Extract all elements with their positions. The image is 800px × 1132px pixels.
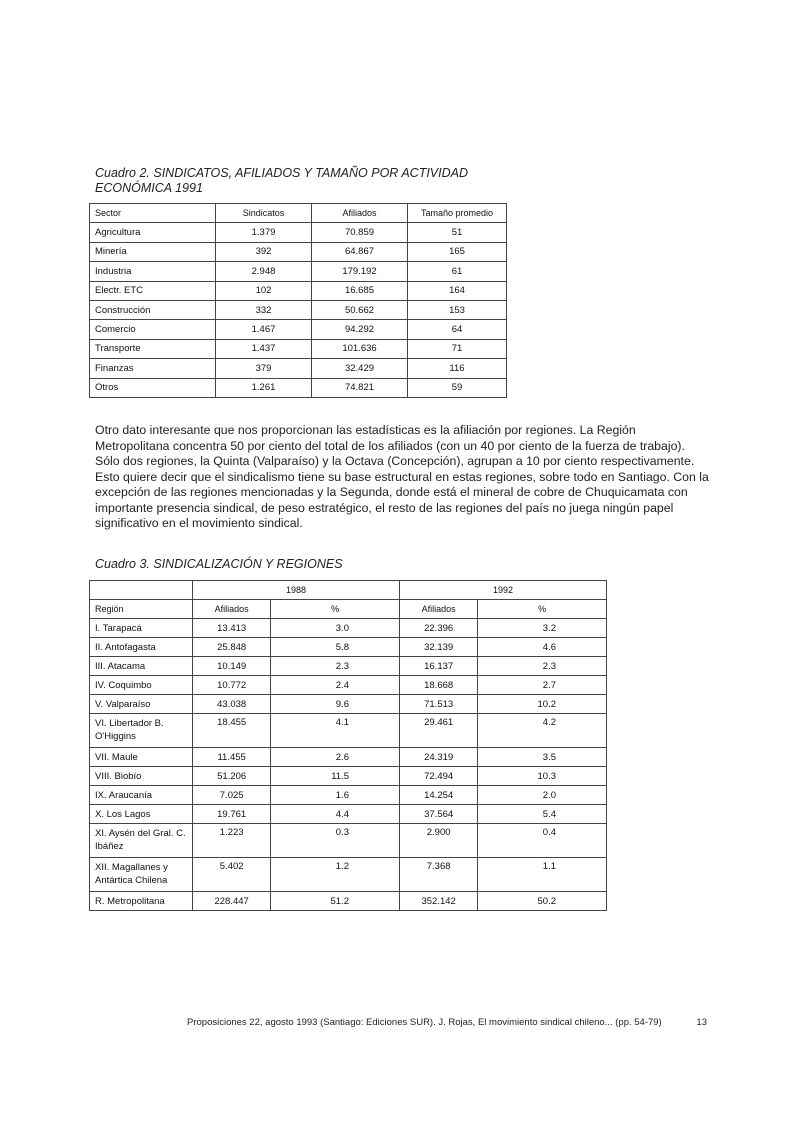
table-row (90, 657, 607, 676)
table-cell: 1.6 (271, 786, 400, 805)
table-row (90, 824, 607, 858)
table-cell: V. Valparaíso (90, 695, 193, 714)
table-cell: 29.461 (399, 714, 477, 748)
table-cell: XI. Aysén del Gral. C. Ibáñez (90, 824, 193, 858)
table-cell: 1.467 (216, 320, 312, 339)
table-row (90, 786, 607, 805)
table-cell: 4.6 (478, 638, 607, 657)
table-cell: 165 (408, 242, 507, 261)
table-cell: 32.139 (399, 638, 477, 657)
table-cell: 352.142 (399, 892, 477, 911)
table-cell: Finanzas (90, 359, 216, 378)
table-cell: 18.455 (193, 714, 271, 748)
year-header-row (90, 581, 607, 600)
sector-table (89, 203, 507, 398)
table-cell: 5.402 (193, 858, 271, 892)
table-cell: 392 (216, 242, 312, 261)
column-header: Afiliados (399, 600, 477, 619)
table-cell: I. Tarapacá (90, 619, 193, 638)
table-cell: Industria (90, 262, 216, 281)
table-cell: 9.6 (271, 695, 400, 714)
table-cell: Agricultura (90, 223, 216, 242)
table-cell: 1.223 (193, 824, 271, 858)
table-cell: 7.368 (399, 858, 477, 892)
table-cell: 1.2 (271, 858, 400, 892)
table-cell: Electr. ETC (90, 281, 216, 300)
table-cell: XII. Magallanes y Antártica Chilena (90, 858, 193, 892)
table-cell: 228.447 (193, 892, 271, 911)
table-cell: 24.319 (399, 748, 477, 767)
column-header: Sindicatos (216, 204, 312, 223)
table-cell: 2.0 (478, 786, 607, 805)
table-row (90, 638, 607, 657)
table-row (90, 858, 607, 892)
table-row (90, 805, 607, 824)
table-cell: 2.6 (271, 748, 400, 767)
table-cell: Otros (90, 378, 216, 397)
table-cell: 64 (408, 320, 507, 339)
table-cell: 11.455 (193, 748, 271, 767)
table-cell: 25.848 (193, 638, 271, 657)
table-cell: 11.5 (271, 767, 400, 786)
table-cell: 0.4 (478, 824, 607, 858)
table-cell: 2.3 (271, 657, 400, 676)
table-cell: IX. Araucanía (90, 786, 193, 805)
table-cell: 72.494 (399, 767, 477, 786)
table-cell: 13.413 (193, 619, 271, 638)
table-cell: 37.564 (399, 805, 477, 824)
table-row (90, 767, 607, 786)
table-cell: 332 (216, 300, 312, 319)
table-row (90, 300, 507, 319)
table-cell: 59 (408, 378, 507, 397)
column-header: Región (90, 600, 193, 619)
body-paragraph: Otro dato interesante que nos proporcionan las estadísticas es la afiliación por regiones. La Región Metropolitana concentra 50 por ciento del total de los afiliados (con un 40 por ciento de la fuerza de trabajo). Sólo dos regiones, la Quinta (Valparaíso) y la Octava (Concepción), agrupan a 10 por ciento respectivamente. Esto quiere decir que el sindicalismo tiene su base estructural en estas regiones, sobre todo en Santiago. Con la excepción de las regiones mencionadas y la Segunda, donde está el mineral de cobre de Chuquicamata con importante presencia sindical, de peso estratégico, el resto de las regiones del país no juega ningún papel significativo en el movimiento sindical. (95, 423, 709, 530)
table-cell: II. Antofagasta (90, 638, 193, 657)
table-row (90, 676, 607, 695)
table-row (90, 339, 507, 358)
table-cell: 74.821 (312, 378, 408, 397)
table-cell: 64.867 (312, 242, 408, 261)
table-cell: 5.8 (271, 638, 400, 657)
table-cell: 94.292 (312, 320, 408, 339)
table-cell: 70.859 (312, 223, 408, 242)
column-header: % (271, 600, 400, 619)
table-cell: 2.948 (216, 262, 312, 281)
table3-caption: Cuadro 3. SINDICALIZACIÓN Y REGIONES (95, 557, 343, 571)
table-row (90, 281, 507, 300)
table-header-row (90, 204, 507, 223)
table-cell: 71 (408, 339, 507, 358)
table-cell: 1.379 (216, 223, 312, 242)
table-cell: 22.396 (399, 619, 477, 638)
table-cell: 4.2 (478, 714, 607, 748)
table-cell: 3.5 (478, 748, 607, 767)
table-cell: 1.437 (216, 339, 312, 358)
table-cell: 18.668 (399, 676, 477, 695)
table-cell: 116 (408, 359, 507, 378)
table-cell: 164 (408, 281, 507, 300)
table-cell: 16.137 (399, 657, 477, 676)
table-cell: 10.149 (193, 657, 271, 676)
table-cell: 2.900 (399, 824, 477, 858)
table-cell: VII. Maule (90, 748, 193, 767)
table-cell: X. Los Lagos (90, 805, 193, 824)
table-row (90, 262, 507, 281)
table-cell: Minería (90, 242, 216, 261)
table-cell: 50.2 (478, 892, 607, 911)
table-cell: 379 (216, 359, 312, 378)
table-cell: VI. Libertador B. O'Higgins (90, 714, 193, 748)
table-cell: 51.2 (271, 892, 400, 911)
table-cell: 61 (408, 262, 507, 281)
footer-citation: Proposiciones 22, agosto 1993 (Santiago: Ediciones SUR). J. Rojas, El movimiento sindical chileno... (pp. 54-79) (187, 1017, 662, 1028)
table-cell: Transporte (90, 339, 216, 358)
table-cell: 14.254 (399, 786, 477, 805)
table-cell: 10.772 (193, 676, 271, 695)
table-cell: 3.2 (478, 619, 607, 638)
table-cell: 3.0 (271, 619, 400, 638)
empty-header-cell (90, 581, 193, 600)
table-cell: 51 (408, 223, 507, 242)
table-cell: 1.1 (478, 858, 607, 892)
table-row (90, 695, 607, 714)
table-cell: 179.192 (312, 262, 408, 281)
table2-caption: Cuadro 2. SINDICATOS, AFILIADOS Y TAMAÑO POR ACTIVIDAD ECONÓMICA 1991 (95, 166, 469, 195)
table-row (90, 242, 507, 261)
table-row (90, 619, 607, 638)
region-table (89, 580, 607, 911)
column-header: Tamaño promedio (408, 204, 507, 223)
table-cell: 4.4 (271, 805, 400, 824)
table-cell: VIII. Biobío (90, 767, 193, 786)
table-row (90, 378, 507, 397)
table-cell: R. Metropolitana (90, 892, 193, 911)
table-row (90, 748, 607, 767)
table-cell: IV. Coquimbo (90, 676, 193, 695)
table-cell: 2.3 (478, 657, 607, 676)
column-header: Afiliados (193, 600, 271, 619)
table-cell: 19.761 (193, 805, 271, 824)
table-cell: 10.2 (478, 695, 607, 714)
column-header: Afiliados (312, 204, 408, 223)
table-cell: 4.1 (271, 714, 400, 748)
table-row (90, 223, 507, 242)
table-cell: 50.662 (312, 300, 408, 319)
table-cell: 51.206 (193, 767, 271, 786)
table-cell: III. Atacama (90, 657, 193, 676)
table-cell: 0.3 (271, 824, 400, 858)
table-header-row (90, 600, 607, 619)
column-header: Sector (90, 204, 216, 223)
table-cell: Construcción (90, 300, 216, 319)
table-cell: 16.685 (312, 281, 408, 300)
year-header-1992: 1992 (399, 581, 606, 600)
table-cell: 7.025 (193, 786, 271, 805)
table-cell: 153 (408, 300, 507, 319)
table-cell: 43.038 (193, 695, 271, 714)
table-cell: 102 (216, 281, 312, 300)
table-row (90, 714, 607, 748)
table-cell: 5.4 (478, 805, 607, 824)
table-cell: 32.429 (312, 359, 408, 378)
table-row (90, 359, 507, 378)
column-header: % (478, 600, 607, 619)
page-number: 13 (696, 1017, 707, 1028)
year-header-1988: 1988 (193, 581, 400, 600)
table-cell: 101.636 (312, 339, 408, 358)
table-cell: 2.7 (478, 676, 607, 695)
table-row (90, 320, 507, 339)
table-cell: 10.3 (478, 767, 607, 786)
table-cell: 71.513 (399, 695, 477, 714)
table-row (90, 892, 607, 911)
table-cell: 2.4 (271, 676, 400, 695)
table-cell: Comercio (90, 320, 216, 339)
table-cell: 1.261 (216, 378, 312, 397)
page-footer (187, 1017, 707, 1028)
